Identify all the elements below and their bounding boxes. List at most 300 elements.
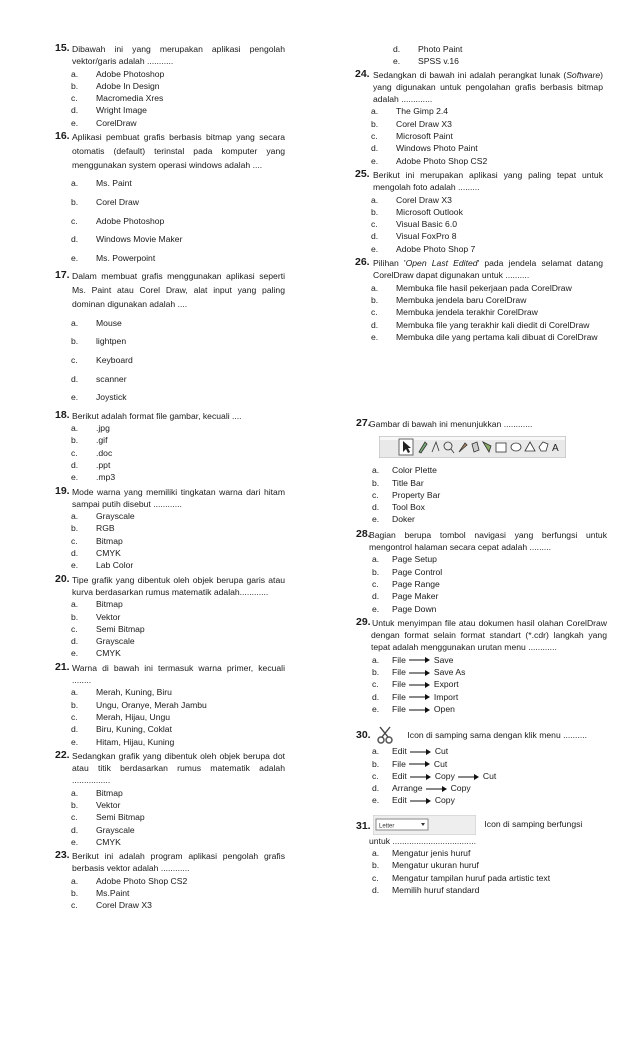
question-number: 20.	[55, 572, 70, 585]
option	[55, 723, 285, 735]
question-number: 30.	[356, 729, 371, 742]
option	[55, 875, 285, 887]
option-letter: b.	[71, 435, 79, 446]
question-16	[55, 131, 285, 264]
option-letter: a.	[71, 423, 79, 434]
question-30	[357, 725, 607, 806]
menu-2: Cut	[434, 746, 449, 757]
menu-3: Cut	[482, 770, 497, 781]
question-19	[55, 486, 285, 572]
option	[357, 654, 607, 666]
option-letter: d.	[71, 548, 79, 559]
options	[357, 553, 607, 614]
option-letter: a.	[71, 787, 79, 798]
option-text: Grayscale	[96, 636, 135, 647]
menu-item: Save	[433, 654, 454, 665]
option-text: RGB	[96, 523, 115, 534]
option	[55, 104, 285, 116]
option-text: Lab Color	[96, 560, 134, 571]
option-text	[392, 794, 607, 806]
option-text	[392, 703, 607, 715]
option-text: CMYK	[96, 648, 121, 659]
option-letter: b.	[71, 888, 79, 899]
question-26	[355, 257, 603, 343]
arrow-right-icon	[409, 693, 431, 701]
option	[55, 92, 285, 104]
options	[55, 787, 285, 848]
option-letter: c.	[372, 872, 379, 883]
option	[55, 434, 285, 446]
options	[355, 282, 603, 343]
arrow-right-icon	[410, 748, 432, 756]
option	[355, 130, 603, 142]
option	[357, 477, 607, 489]
option-text: Color Plette	[392, 465, 437, 476]
option-letter: a.	[71, 875, 79, 886]
menu-1: Edit	[392, 795, 407, 806]
option-letter: d.	[372, 884, 380, 895]
option-text: Bitmap	[96, 787, 123, 798]
option-text	[392, 782, 607, 794]
option-text: Semi Bitmap	[96, 623, 145, 634]
question-text: Berikut ini merupakan aplikasi yang paling tepat untuk mengolah foto adalah .........	[373, 169, 603, 193]
question-text: Dibawah ini yang merupakan aplikasi pengolah vektor/garis adalah ...........	[72, 44, 285, 67]
question-number: 21.	[55, 660, 70, 673]
option-letter: e.	[372, 795, 380, 806]
option-letter: c.	[371, 131, 378, 142]
option-letter: c.	[371, 219, 378, 230]
option	[55, 354, 285, 366]
option-letter: d.	[393, 44, 401, 54]
option-text: Bitmap	[96, 599, 123, 610]
option-letter: a.	[372, 465, 380, 476]
option-letter: c.	[71, 711, 78, 722]
option	[55, 471, 285, 483]
option-text: Corel Draw	[96, 197, 139, 208]
option	[55, 522, 285, 534]
option-letter: b.	[372, 860, 380, 871]
question-text: Gambar di bawah ini menunjukkan ............	[369, 419, 533, 429]
option	[357, 847, 607, 859]
left-column	[55, 43, 285, 912]
option	[357, 794, 607, 806]
option-letter: a.	[71, 511, 79, 522]
question-number: 18.	[55, 408, 70, 421]
option	[355, 243, 603, 255]
option-text: CMYK	[96, 836, 121, 847]
option	[55, 335, 285, 347]
question-number: 15.	[55, 42, 70, 54]
options	[55, 68, 285, 129]
option-letter: a.	[371, 282, 379, 293]
option	[357, 566, 607, 578]
option	[355, 218, 603, 230]
option-letter: a.	[372, 746, 380, 757]
option-text: Merah, Hijau, Ungu	[96, 711, 171, 722]
option-letter: c.	[71, 535, 78, 546]
question-text: Tipe grafik yang dibentuk oleh objek berupa garis atau kurva berdasarkan rumus matematik adalah............	[72, 574, 285, 597]
question-text: Mode warna yang memiliki tingkatan warna dari hitam sampai putih disebut ............	[72, 486, 285, 509]
option-letter: d.	[372, 591, 380, 602]
option-letter: d.	[71, 824, 79, 835]
menu-file: File	[392, 679, 406, 690]
question-text: Berikut ini adalah program aplikasi pengolah grafis berbasis vektor adalah ............	[72, 851, 285, 874]
option	[357, 691, 607, 703]
option	[357, 464, 607, 476]
option-letter: d.	[372, 783, 380, 794]
options	[55, 598, 285, 659]
option-text: Membuka file yang terakhir kali diedit di CorelDraw	[396, 319, 590, 330]
options	[55, 686, 285, 747]
right-lower-column	[357, 418, 607, 896]
menu-2: Copy	[434, 770, 455, 781]
option-text: Membuka jendela baru CorelDraw	[396, 294, 527, 305]
question-text: Bagian berupa tombol navigasi yang berfungsi untuk mengontrol halaman secara cepat adalah .........	[369, 529, 607, 553]
option-text: Keyboard	[96, 355, 133, 366]
option-letter: a.	[372, 848, 380, 859]
question-number: 26.	[355, 256, 370, 269]
options	[355, 194, 603, 255]
option-text	[392, 666, 607, 678]
option-text	[392, 770, 607, 782]
option	[55, 547, 285, 559]
arrow-right-icon	[409, 656, 431, 664]
question-text: Icon di samping sama dengan klik menu ..........	[369, 725, 607, 745]
option-text: Adobe Photo Shop 7	[396, 243, 476, 254]
option-text: Biru, Kuning, Coklat	[96, 724, 172, 735]
option-text: Photo Paint	[418, 44, 463, 54]
option-text: Corel Draw X3	[396, 194, 452, 205]
option	[55, 824, 285, 836]
option-text: .ppt	[96, 459, 111, 470]
arrow-right-icon	[410, 773, 432, 781]
question-text: Warna di bawah ini termasuk warna primer, kecuali ........	[72, 662, 285, 686]
option	[355, 43, 603, 55]
option	[55, 699, 285, 711]
question-22	[55, 750, 285, 848]
option-text: Doker	[392, 514, 415, 525]
toolbox-image	[357, 436, 607, 458]
option	[55, 233, 285, 245]
options	[55, 875, 285, 912]
question-18	[55, 410, 285, 484]
option-letter: c.	[71, 900, 78, 911]
option	[355, 294, 603, 306]
option	[55, 887, 285, 899]
arrow-right-icon	[410, 797, 432, 805]
option	[55, 459, 285, 471]
option	[55, 711, 285, 723]
option	[55, 611, 285, 623]
option-text: Mengatur jenis huruf	[392, 848, 471, 859]
option	[357, 859, 607, 871]
question-number: 16.	[55, 130, 70, 143]
option	[55, 510, 285, 522]
option-text: Semi Bitmap	[96, 812, 145, 823]
option-text: Ms. Paint	[96, 178, 132, 189]
option-text: .mp3	[96, 472, 116, 483]
option	[357, 590, 607, 602]
option	[55, 252, 285, 264]
menu-file: File	[392, 703, 406, 714]
option-text: .gif	[96, 435, 108, 446]
option-letter: d.	[371, 319, 379, 330]
option-letter: e.	[71, 648, 79, 659]
option	[357, 489, 607, 501]
option-text: Tool Box	[392, 502, 425, 513]
question-number: 25.	[355, 167, 370, 180]
option-letter: b.	[71, 197, 79, 208]
menu-file: File	[392, 691, 406, 702]
option	[355, 306, 603, 318]
option-letter: d.	[71, 636, 79, 647]
arrow-right-icon	[409, 706, 431, 714]
options	[357, 654, 607, 715]
menu-2: Copy	[434, 795, 455, 806]
option	[55, 391, 285, 403]
option-letter: a.	[71, 178, 79, 189]
option-text: Memilih huruf standard	[392, 884, 480, 895]
option	[357, 501, 607, 513]
option	[55, 196, 285, 208]
option-letter: b.	[372, 667, 380, 678]
option-letter: c.	[71, 447, 78, 458]
question-text: Sedangkan di bawah ini adalah perangkat lunak (Software) yang digunakan untuk pengolahan grafis berbasis bitmap adalah .............	[373, 69, 603, 105]
option	[357, 758, 607, 770]
option-text: Grayscale	[96, 824, 135, 835]
option-letter: d.	[71, 459, 79, 470]
option	[55, 598, 285, 610]
option	[55, 317, 285, 329]
option-text: Membuka dile yang pertama kali dibuat di CorelDraw	[396, 331, 598, 342]
question-20	[55, 574, 285, 660]
option	[55, 635, 285, 647]
question-text: Sedangkan grafik yang dibentuk oleh objek berupa dot atau titik berdasarkan rumus matematik adalah ................	[72, 750, 285, 786]
question-number: 23.	[55, 849, 70, 862]
option-text	[392, 654, 607, 666]
option	[55, 647, 285, 659]
option-text	[392, 691, 607, 703]
option	[355, 142, 603, 154]
option-letter: a.	[71, 317, 79, 328]
option-text: Ms. Powerpoint	[96, 252, 156, 263]
option-letter: c.	[71, 215, 78, 226]
option	[355, 118, 603, 130]
option-letter: b.	[71, 523, 79, 534]
option-letter: e.	[372, 603, 380, 614]
option	[357, 782, 607, 794]
option-letter: e.	[71, 736, 79, 747]
option-letter: d.	[71, 105, 79, 116]
option-letter: d.	[71, 234, 79, 245]
option	[357, 666, 607, 678]
option-letter: c.	[71, 93, 78, 104]
option-text: Page Range	[392, 578, 440, 589]
question-text: Pilihan 'Open Last Edited' pada jendela selamat datang CorelDraw dapat digunakan untuk ..........	[373, 258, 603, 281]
option-text: Mengatur ukuran huruf	[392, 860, 479, 871]
option-letter: b.	[372, 758, 380, 769]
arrow-right-icon	[409, 669, 431, 677]
option-text: Title Bar	[392, 477, 424, 488]
menu-item: Save As	[433, 667, 466, 678]
question-17	[55, 270, 285, 403]
menu-item: Export	[433, 679, 459, 690]
options	[55, 510, 285, 571]
option-letter: c.	[71, 623, 78, 634]
option-letter: b.	[371, 206, 379, 217]
option	[357, 770, 607, 782]
option-text: Bitmap	[96, 535, 123, 546]
option	[357, 553, 607, 565]
menu-1: Edit	[392, 770, 407, 781]
option-text: Corel Draw X3	[396, 118, 452, 129]
options	[55, 422, 285, 483]
question-number: 19.	[55, 484, 70, 497]
option-text: Visual FoxPro 8	[396, 231, 457, 242]
option-text: Vektor	[96, 800, 121, 810]
option-letter: a.	[371, 106, 379, 117]
arrow-right-icon	[426, 785, 448, 793]
option-text: Ms.Paint	[96, 888, 130, 899]
option-letter: b.	[371, 294, 379, 305]
option-text: Joystick	[96, 392, 127, 403]
option	[357, 603, 607, 615]
question-text: Aplikasi pembuat grafis berbasis bitmap yang secara otomatis (default) terinstal pada komputer yang menggunakan system operasi windows adalah ....	[72, 132, 285, 170]
option-letter: e.	[393, 56, 401, 67]
option-letter: b.	[372, 477, 380, 488]
option-letter: c.	[372, 679, 379, 690]
question-text: Untuk menyimpan file atau dokumen hasil olahan CorelDraw dengan format selain format standart (*.cdr) langkah yang tepat adalah menggunakan urutan menu ............	[371, 617, 607, 653]
option-text: Adobe In Design	[96, 80, 160, 91]
question-31	[357, 815, 607, 896]
option	[355, 282, 603, 294]
letter-dropdown-icon	[373, 815, 476, 835]
option-text: CMYK	[96, 548, 121, 559]
option-text: Adobe Photoshop	[96, 68, 165, 79]
option	[355, 206, 603, 218]
option-letter: a.	[371, 194, 379, 205]
question-24	[355, 69, 603, 167]
option	[355, 105, 603, 117]
option-text: Vektor	[96, 611, 121, 622]
option-letter: b.	[71, 611, 79, 622]
question-28	[357, 529, 607, 615]
option-letter: b.	[71, 80, 79, 91]
option	[357, 884, 607, 896]
option-letter: c.	[372, 578, 379, 589]
option	[55, 559, 285, 571]
option-letter: b.	[71, 800, 79, 810]
option-text: scanner	[96, 373, 127, 384]
paper-type-dropdown-image	[373, 815, 476, 835]
letter-label: Letter	[379, 823, 395, 830]
menu-2: Copy	[450, 783, 471, 794]
option-letter: e.	[372, 514, 380, 525]
option	[55, 535, 285, 547]
option	[55, 68, 285, 80]
option	[357, 578, 607, 590]
option	[355, 194, 603, 206]
option	[357, 703, 607, 715]
option	[55, 80, 285, 92]
option	[357, 745, 607, 757]
question-text: Dalam membuat grafis menggunakan aplikasi seperti Ms. Paint atau Corel Draw, alat input yang paling dominan digunakan adalah ....	[72, 271, 285, 310]
option-letter: a.	[372, 554, 380, 565]
option-text: Macromedia Xres	[96, 93, 164, 104]
option	[55, 422, 285, 434]
svg-text:A: A	[552, 443, 559, 455]
options	[55, 317, 285, 404]
menu-2: Cut	[433, 758, 448, 769]
option	[357, 872, 607, 884]
menu-1: File	[392, 758, 406, 769]
toolbox-image-icon	[379, 436, 566, 458]
options	[357, 464, 607, 525]
option-letter: e.	[371, 243, 379, 254]
option	[355, 331, 603, 343]
option-text: Membuka file hasil pekerjaan pada CorelDraw	[396, 282, 572, 293]
option-letter: a.	[71, 68, 79, 79]
option-letter: e.	[372, 703, 380, 714]
question-27	[357, 418, 607, 526]
option-text: SPSS v.16	[418, 56, 459, 67]
option-letter: c.	[372, 489, 379, 500]
option-text: Adobe Photo Shop CS2	[96, 875, 188, 886]
cut-scissors-icon	[375, 725, 397, 745]
option-text: Visual Basic 6.0	[396, 219, 457, 230]
option-letter: e.	[71, 472, 79, 483]
option-text: CorelDraw	[96, 117, 137, 128]
option-letter: b.	[71, 699, 79, 710]
option-letter: d.	[372, 502, 380, 513]
menu-file: File	[392, 667, 406, 678]
option-letter: c.	[372, 770, 379, 781]
option	[357, 678, 607, 690]
option	[55, 117, 285, 129]
question-text-continued: untuk ...................................	[369, 835, 476, 846]
question-15	[55, 43, 285, 129]
option	[355, 55, 603, 67]
option	[55, 836, 285, 848]
option-text: Page Setup	[392, 554, 437, 565]
option-letter: c.	[71, 812, 78, 823]
option	[55, 799, 285, 811]
option-text: Adobe Photo Shop CS2	[396, 155, 488, 166]
option-text: .jpg	[96, 423, 110, 434]
option-letter: d.	[371, 231, 379, 242]
menu-1: Edit	[392, 746, 407, 757]
option	[355, 155, 603, 167]
option-text: .doc	[96, 447, 113, 458]
option-text: Corel Draw X3	[96, 900, 152, 911]
option-letter: d.	[71, 373, 79, 384]
question-number: 29.	[356, 615, 371, 628]
option-text: Page Down	[392, 603, 437, 614]
option-text: Microsoft Outlook	[396, 206, 463, 217]
q23-continued-options	[355, 43, 603, 68]
options	[357, 745, 607, 806]
option-letter: d.	[71, 724, 79, 735]
option-text	[392, 745, 607, 757]
question-21	[55, 662, 285, 748]
option-text: Mouse	[96, 317, 122, 328]
option-text: Page Control	[392, 566, 443, 577]
option-letter: e.	[71, 836, 79, 847]
option-text: lightpen	[96, 336, 127, 347]
option-text: Windows Movie Maker	[96, 234, 183, 245]
option-letter: a.	[71, 687, 79, 698]
option-letter: e.	[71, 392, 79, 403]
